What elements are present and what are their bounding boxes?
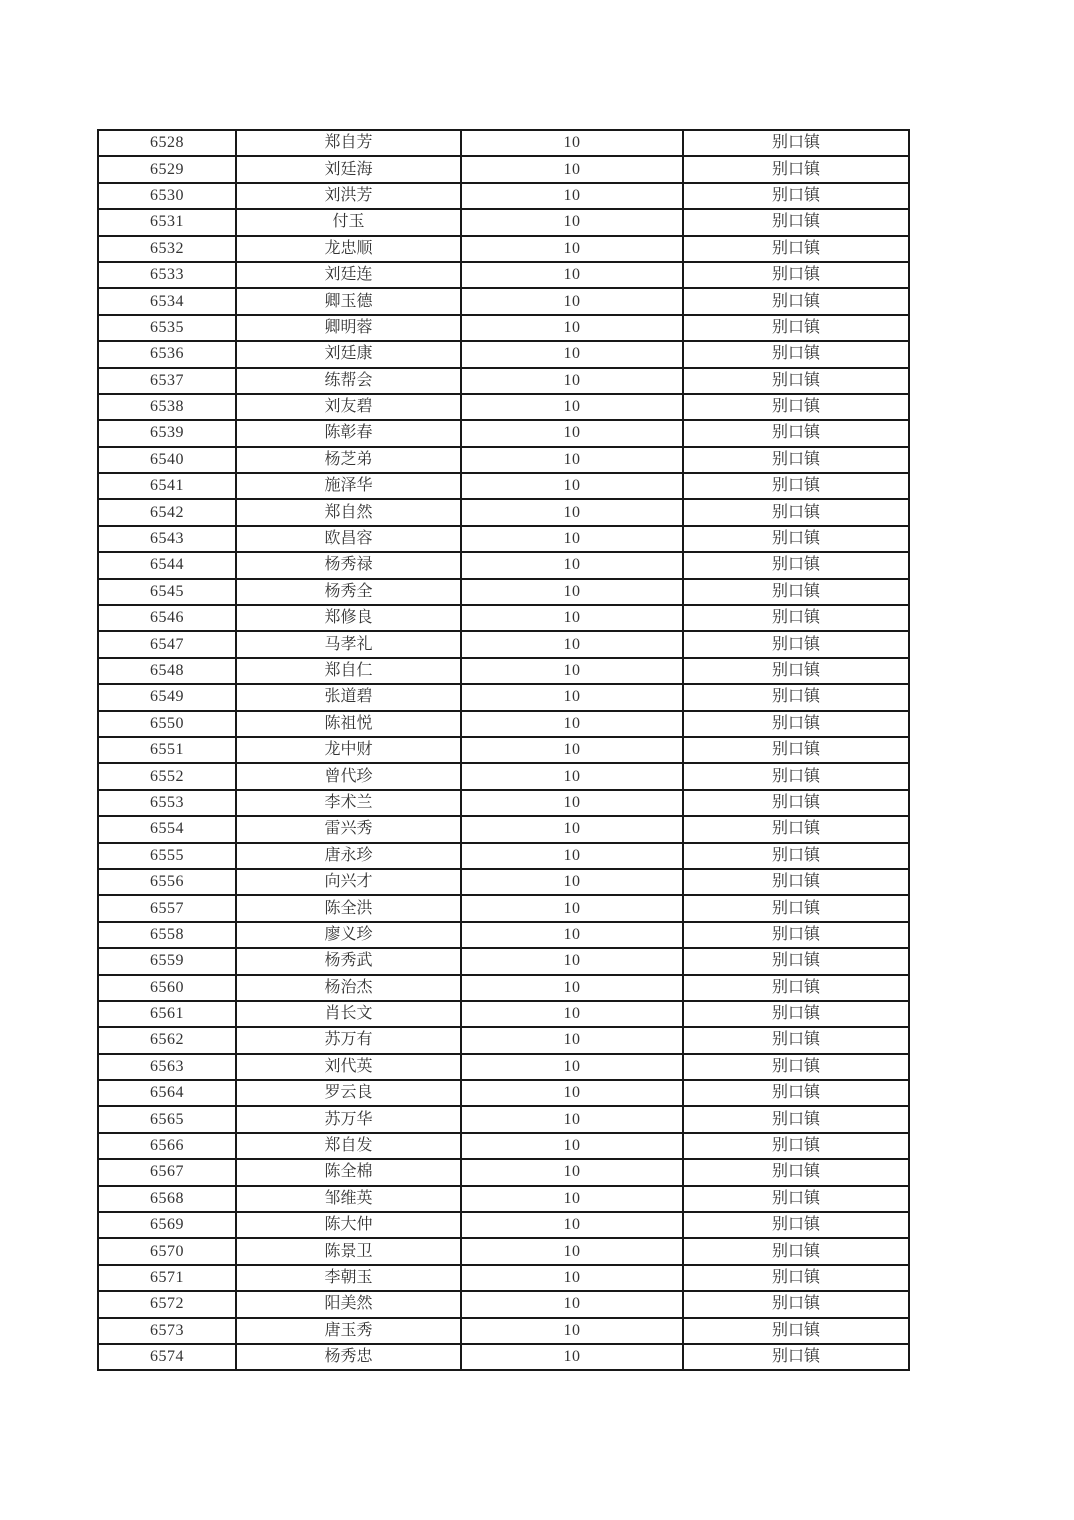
cell-name: 雷兴秀 [236,816,461,842]
table-sheet [97,129,910,1371]
cell-name: 陈全棉 [236,1159,461,1185]
cell-value: 10 [461,843,683,869]
cell-name: 杨芝弟 [236,447,461,473]
cell-town: 别口镇 [683,1001,909,1027]
cell-value: 10 [461,684,683,710]
cell-value: 10 [461,711,683,737]
cell-value: 10 [461,895,683,921]
cell-value: 10 [461,526,683,552]
cell-value: 10 [461,1344,683,1370]
cell-name: 李朝玉 [236,1265,461,1291]
cell-value: 10 [461,236,683,262]
cell-name: 陈大仲 [236,1212,461,1238]
cell-name: 唐玉秀 [236,1318,461,1344]
table-row [98,394,909,420]
cell-name: 苏万华 [236,1106,461,1132]
cell-town: 别口镇 [683,605,909,631]
cell-serial: 6546 [98,605,236,631]
cell-town: 别口镇 [683,579,909,605]
cell-town: 别口镇 [683,711,909,737]
cell-town: 别口镇 [683,1080,909,1106]
cell-value: 10 [461,341,683,367]
cell-serial: 6571 [98,1265,236,1291]
cell-town: 别口镇 [683,1318,909,1344]
cell-town: 别口镇 [683,473,909,499]
cell-serial: 6549 [98,684,236,710]
table-row [98,473,909,499]
cell-serial: 6569 [98,1212,236,1238]
cell-serial: 6547 [98,631,236,657]
cell-town: 别口镇 [683,1133,909,1159]
cell-town: 别口镇 [683,341,909,367]
cell-value: 10 [461,975,683,1001]
cell-serial: 6537 [98,368,236,394]
cell-value: 10 [461,1238,683,1264]
cell-value: 10 [461,209,683,235]
cell-serial: 6542 [98,499,236,525]
cell-town: 别口镇 [683,183,909,209]
cell-serial: 6564 [98,1080,236,1106]
cell-town: 别口镇 [683,631,909,657]
cell-serial: 6556 [98,869,236,895]
roster-table [97,129,910,1371]
cell-town: 别口镇 [683,684,909,710]
cell-name: 郑自发 [236,1133,461,1159]
cell-value: 10 [461,869,683,895]
cell-serial: 6565 [98,1106,236,1132]
cell-name: 欧昌容 [236,526,461,552]
cell-name: 郑自芳 [236,130,461,156]
cell-name: 陈景卫 [236,1238,461,1264]
cell-town: 别口镇 [683,236,909,262]
cell-town: 别口镇 [683,1265,909,1291]
table-row [98,843,909,869]
cell-serial: 6538 [98,394,236,420]
cell-value: 10 [461,1291,683,1317]
cell-value: 10 [461,1212,683,1238]
cell-value: 10 [461,368,683,394]
cell-name: 卿明蓉 [236,315,461,341]
cell-value: 10 [461,315,683,341]
cell-value: 10 [461,473,683,499]
table-row [98,420,909,446]
cell-serial: 6533 [98,262,236,288]
table-row [98,209,909,235]
table-row [98,895,909,921]
cell-value: 10 [461,658,683,684]
cell-town: 别口镇 [683,895,909,921]
cell-serial: 6557 [98,895,236,921]
cell-serial: 6535 [98,315,236,341]
cell-name: 杨秀禄 [236,552,461,578]
table-row [98,1291,909,1317]
table-row [98,948,909,974]
cell-name: 郑自然 [236,499,461,525]
cell-name: 阳美然 [236,1291,461,1317]
cell-town: 别口镇 [683,922,909,948]
cell-name: 向兴才 [236,869,461,895]
cell-serial: 6541 [98,473,236,499]
cell-value: 10 [461,1186,683,1212]
cell-town: 别口镇 [683,790,909,816]
cell-name: 曾代珍 [236,763,461,789]
cell-serial: 6532 [98,236,236,262]
cell-town: 别口镇 [683,1106,909,1132]
cell-serial: 6531 [98,209,236,235]
table-row [98,552,909,578]
cell-serial: 6550 [98,711,236,737]
cell-name: 陈彰春 [236,420,461,446]
cell-value: 10 [461,1133,683,1159]
cell-name: 郑修良 [236,605,461,631]
cell-serial: 6530 [98,183,236,209]
cell-value: 10 [461,552,683,578]
cell-town: 别口镇 [683,315,909,341]
cell-town: 别口镇 [683,552,909,578]
cell-value: 10 [461,447,683,473]
table-row [98,1212,909,1238]
table-row [98,605,909,631]
cell-town: 别口镇 [683,394,909,420]
table-row [98,711,909,737]
cell-name: 李术兰 [236,790,461,816]
cell-name: 龙中财 [236,737,461,763]
cell-serial: 6534 [98,288,236,314]
table-row [98,262,909,288]
table-row [98,1080,909,1106]
table-row [98,1054,909,1080]
table-row [98,499,909,525]
cell-serial: 6551 [98,737,236,763]
cell-name: 邹维英 [236,1186,461,1212]
table-row [98,1344,909,1370]
table-row [98,130,909,156]
cell-value: 10 [461,790,683,816]
table-row [98,288,909,314]
cell-name: 杨秀全 [236,579,461,605]
cell-value: 10 [461,1054,683,1080]
cell-town: 别口镇 [683,1027,909,1053]
cell-name: 陈全洪 [236,895,461,921]
cell-serial: 6572 [98,1291,236,1317]
cell-value: 10 [461,156,683,182]
cell-town: 别口镇 [683,948,909,974]
table-row [98,579,909,605]
cell-value: 10 [461,605,683,631]
cell-town: 别口镇 [683,1159,909,1185]
cell-value: 10 [461,1159,683,1185]
cell-town: 别口镇 [683,130,909,156]
cell-name: 付玉 [236,209,461,235]
table-row [98,922,909,948]
cell-name: 廖义珍 [236,922,461,948]
cell-serial: 6544 [98,552,236,578]
cell-serial: 6539 [98,420,236,446]
cell-serial: 6573 [98,1318,236,1344]
cell-town: 别口镇 [683,1344,909,1370]
cell-value: 10 [461,631,683,657]
table-row [98,684,909,710]
cell-value: 10 [461,394,683,420]
cell-name: 马孝礼 [236,631,461,657]
cell-serial: 6563 [98,1054,236,1080]
cell-serial: 6548 [98,658,236,684]
cell-value: 10 [461,1318,683,1344]
cell-town: 别口镇 [683,209,909,235]
cell-serial: 6553 [98,790,236,816]
cell-value: 10 [461,1027,683,1053]
cell-serial: 6528 [98,130,236,156]
table-row [98,631,909,657]
cell-serial: 6568 [98,1186,236,1212]
cell-name: 张道碧 [236,684,461,710]
cell-value: 10 [461,1106,683,1132]
cell-town: 别口镇 [683,1291,909,1317]
cell-name: 郑自仁 [236,658,461,684]
cell-name: 施泽华 [236,473,461,499]
cell-name: 练帮会 [236,368,461,394]
table-row [98,183,909,209]
cell-value: 10 [461,1265,683,1291]
cell-name: 唐永珍 [236,843,461,869]
cell-town: 别口镇 [683,1186,909,1212]
cell-value: 10 [461,763,683,789]
table-row [98,368,909,394]
cell-serial: 6543 [98,526,236,552]
table-row [98,156,909,182]
cell-serial: 6558 [98,922,236,948]
cell-name: 苏万有 [236,1027,461,1053]
cell-town: 别口镇 [683,975,909,1001]
cell-serial: 6529 [98,156,236,182]
table-row [98,447,909,473]
cell-town: 别口镇 [683,262,909,288]
cell-serial: 6555 [98,843,236,869]
cell-name: 肖长文 [236,1001,461,1027]
table-row [98,1106,909,1132]
cell-serial: 6567 [98,1159,236,1185]
cell-serial: 6561 [98,1001,236,1027]
cell-serial: 6540 [98,447,236,473]
cell-serial: 6560 [98,975,236,1001]
cell-town: 别口镇 [683,763,909,789]
table-row [98,1001,909,1027]
cell-town: 别口镇 [683,869,909,895]
cell-value: 10 [461,737,683,763]
cell-value: 10 [461,922,683,948]
table-row [98,526,909,552]
cell-town: 别口镇 [683,368,909,394]
cell-serial: 6559 [98,948,236,974]
cell-town: 别口镇 [683,288,909,314]
table-row [98,341,909,367]
cell-serial: 6570 [98,1238,236,1264]
cell-serial: 6545 [98,579,236,605]
cell-value: 10 [461,130,683,156]
cell-serial: 6574 [98,1344,236,1370]
cell-value: 10 [461,816,683,842]
table-row [98,236,909,262]
table-row [98,1159,909,1185]
table-row [98,869,909,895]
cell-serial: 6552 [98,763,236,789]
cell-value: 10 [461,288,683,314]
cell-town: 别口镇 [683,1054,909,1080]
cell-town: 别口镇 [683,1212,909,1238]
cell-town: 别口镇 [683,843,909,869]
table-row [98,1318,909,1344]
cell-value: 10 [461,579,683,605]
cell-value: 10 [461,262,683,288]
table-row [98,658,909,684]
cell-town: 别口镇 [683,420,909,446]
cell-value: 10 [461,948,683,974]
table-row [98,1265,909,1291]
cell-town: 别口镇 [683,156,909,182]
cell-value: 10 [461,1001,683,1027]
cell-serial: 6536 [98,341,236,367]
table-row [98,1133,909,1159]
table-row [98,1186,909,1212]
table-row [98,763,909,789]
cell-name: 刘廷连 [236,262,461,288]
cell-town: 别口镇 [683,658,909,684]
table-row [98,1238,909,1264]
cell-name: 陈祖悦 [236,711,461,737]
cell-value: 10 [461,183,683,209]
cell-serial: 6562 [98,1027,236,1053]
cell-name: 刘代英 [236,1054,461,1080]
cell-value: 10 [461,499,683,525]
cell-name: 罗云良 [236,1080,461,1106]
table-row [98,737,909,763]
table-row [98,975,909,1001]
cell-town: 别口镇 [683,737,909,763]
cell-serial: 6566 [98,1133,236,1159]
cell-serial: 6554 [98,816,236,842]
cell-name: 刘友碧 [236,394,461,420]
cell-value: 10 [461,1080,683,1106]
table-row [98,790,909,816]
cell-town: 别口镇 [683,816,909,842]
cell-town: 别口镇 [683,447,909,473]
cell-name: 刘洪芳 [236,183,461,209]
cell-town: 别口镇 [683,526,909,552]
table-row [98,1027,909,1053]
cell-town: 别口镇 [683,1238,909,1264]
cell-name: 卿玉德 [236,288,461,314]
cell-name: 杨秀武 [236,948,461,974]
cell-name: 刘廷康 [236,341,461,367]
cell-town: 别口镇 [683,499,909,525]
cell-name: 龙忠顺 [236,236,461,262]
cell-name: 杨治杰 [236,975,461,1001]
table-row [98,816,909,842]
table-row [98,315,909,341]
cell-name: 杨秀忠 [236,1344,461,1370]
cell-name: 刘廷海 [236,156,461,182]
cell-value: 10 [461,420,683,446]
